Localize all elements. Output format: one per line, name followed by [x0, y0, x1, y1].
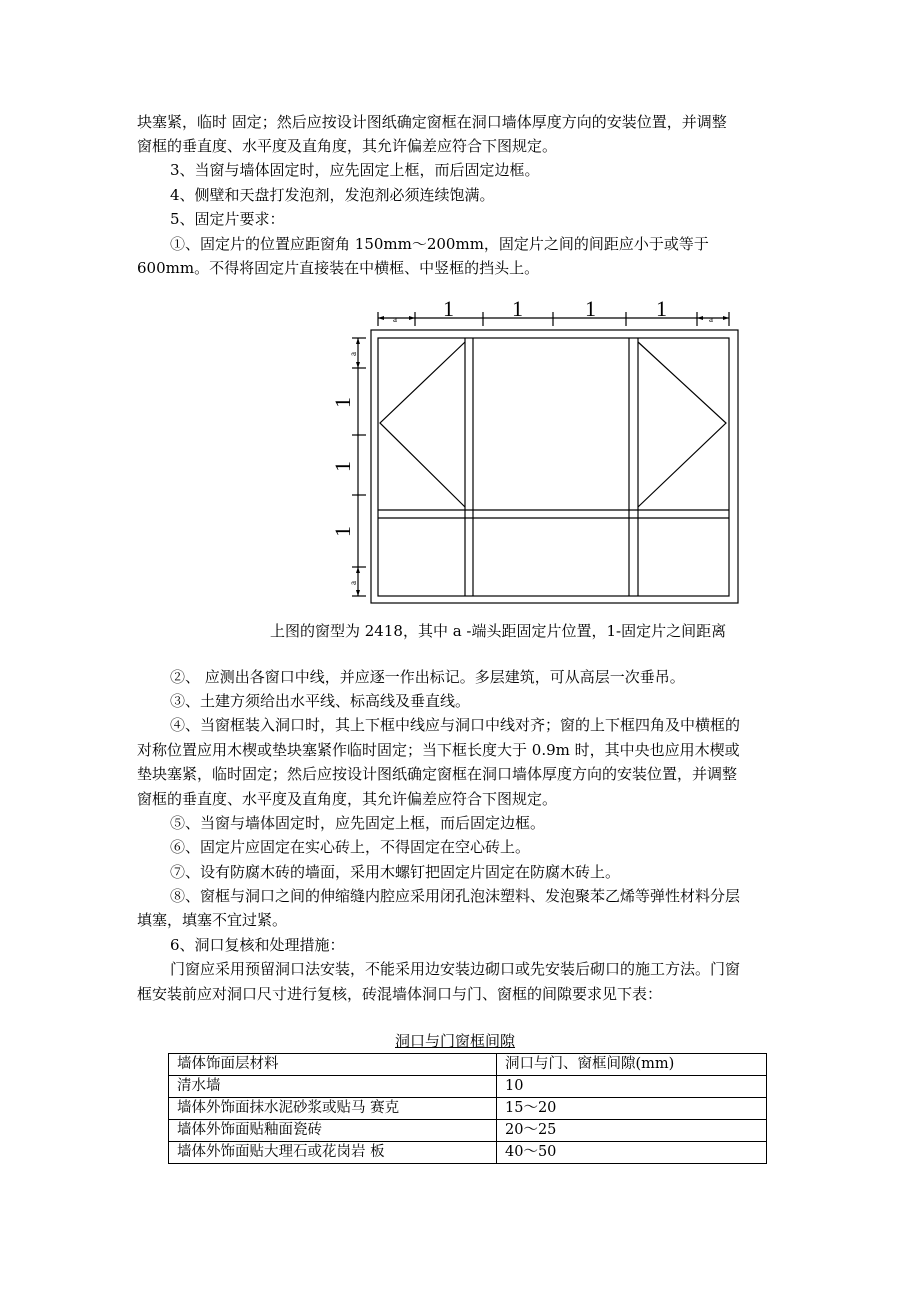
paragraph: ⑧、窗框与洞口之间的伸缩缝内腔应采用闭孔泡沫塑料、发泡聚苯乙烯等弹性材料分层: [170, 887, 741, 905]
dim-label-a: a: [709, 314, 713, 324]
table-header-cell: 洞口与门、窗框间隙(mm): [497, 1054, 767, 1076]
casement-opening-mark: [638, 342, 726, 507]
paragraph: 对称位置应用木楔或垫块塞紧作临时固定；当下框长度大于 0.9m 时，其中央也应用木楔或: [137, 741, 740, 759]
paragraph: 6、洞口复核和处理措施：: [170, 936, 345, 954]
paragraph: 600mm。不得将固定片直接装在中横框、中竖框的挡头上。: [137, 259, 540, 277]
paragraph: ①、固定片的位置应距窗角 150mm～200mm，固定片之间的间距应小于或等于: [170, 235, 709, 253]
paragraph: 3、当窗与墙体固定时，应先固定上框，而后固定边框。: [170, 161, 540, 179]
paragraph: 块塞紧，临时 固定；然后应按设计图纸确定窗框在洞口墙体厚度方向的安装位置，并调整: [137, 113, 727, 131]
paragraph: ⑤、当窗与墙体固定时，应先固定上框，而后固定边框。: [170, 814, 546, 832]
table-title: 洞口与门窗框间隙: [395, 1032, 516, 1050]
paragraph: 框安装前应对洞口尺寸进行复核，砖混墙体洞口与门、窗框的间隙要求见下表：: [137, 985, 663, 1003]
table-cell: 20～25: [497, 1120, 767, 1142]
dim-label-1: 1: [330, 461, 355, 472]
table-row: [169, 1142, 767, 1164]
dim-label-1: 1: [656, 296, 667, 321]
paragraph: 垫块塞紧，临时固定；然后应按设计图纸确定窗框在洞口墙体厚度方向的安装位置，并调整: [137, 765, 738, 783]
paragraph: 5、固定片要求：: [170, 210, 285, 228]
table-cell: 40～50: [497, 1142, 767, 1164]
paragraph: 窗框的垂直度、水平度及直角度，其允许偏差应符合下图规定。: [137, 137, 558, 155]
dim-label-a: a: [348, 581, 358, 585]
table-cell: 墙体外饰面贴釉面瓷砖: [169, 1120, 497, 1142]
window-frame-diagram: [330, 290, 760, 610]
table-header-row: [169, 1054, 767, 1076]
table-row: [169, 1076, 767, 1098]
paragraph: ③、土建方须给出水平线、标高线及垂直线。: [170, 692, 471, 710]
paragraph: ④、当窗框装入洞口时，其上下框中线应与洞口中线对齐；窗的上下框四角及中横框的: [170, 716, 741, 734]
figure-caption: 上图的窗型为 2418，其中 a -端头距固定片位置，1-固定片之间距离: [270, 622, 727, 640]
table-row: [169, 1098, 767, 1120]
paragraph: 窗框的垂直度、水平度及直角度，其允许偏差应符合下图规定。: [137, 790, 558, 808]
dim-label-1: 1: [512, 296, 523, 321]
table-row: [169, 1120, 767, 1142]
paragraph: 门窗应采用预留洞口法安装，不能采用边安装边砌口或先安装后砌口的施工方法。门窗: [170, 960, 741, 978]
paragraph: ⑥、固定片应固定在实心砖上，不得固定在空心砖上。: [170, 838, 531, 856]
paragraph: ②、 应测出各窗口中线，并应逐一作出标记。多层建筑，可从高层一次垂吊。: [170, 668, 685, 686]
paragraph: ⑦、设有防腐木砖的墙面，采用木螺钉把固定片固定在防腐木砖上。: [170, 863, 621, 881]
paragraph: 填塞，填塞不宜过紧。: [137, 911, 288, 929]
dim-label-a: a: [393, 314, 397, 324]
casement-opening-mark: [380, 342, 465, 507]
dim-label-1: 1: [330, 397, 355, 408]
table-cell: 墙体外饰面贴大理石或花岗岩 板: [169, 1142, 497, 1164]
table-header-cell: 墙体饰面层材料: [169, 1054, 497, 1076]
dim-label-1: 1: [585, 296, 596, 321]
table-cell: 15～20: [497, 1098, 767, 1120]
dim-label-1: 1: [330, 526, 355, 537]
paragraph: 4、侧壁和天盘打发泡剂，发泡剂必须连续饱满。: [170, 186, 495, 204]
outer-frame: [371, 330, 738, 603]
gap-table: [168, 1053, 767, 1164]
dim-label-a: a: [348, 352, 358, 356]
table-cell: 10: [497, 1076, 767, 1098]
table-cell: 墙体外饰面抹水泥砂浆或贴马 赛克: [169, 1098, 497, 1120]
table-cell: 清水墙: [169, 1076, 497, 1098]
dim-label-1: 1: [443, 296, 454, 321]
